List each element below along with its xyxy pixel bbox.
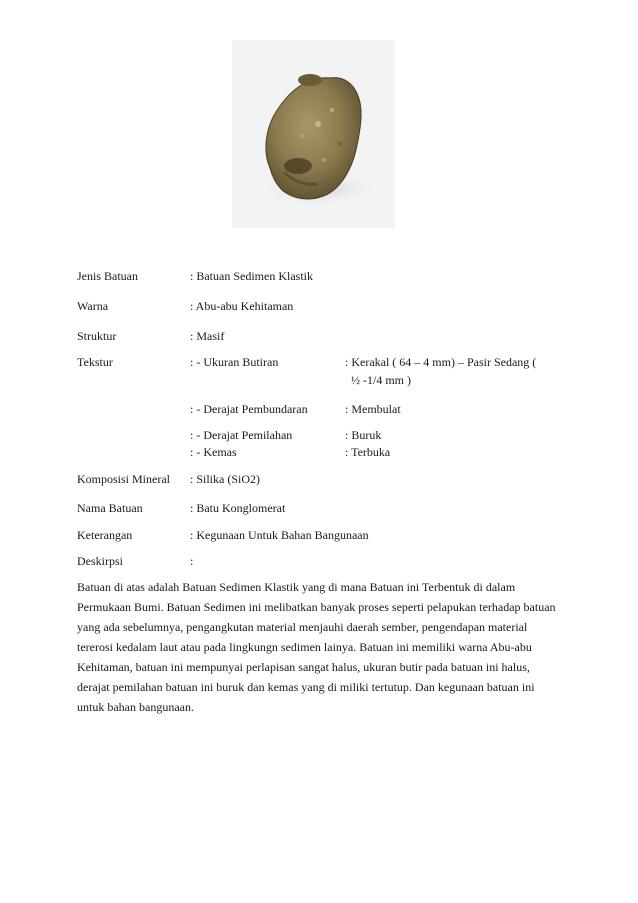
tekstur-kemas-value: : Terbuka [345, 445, 391, 459]
label-nama-batuan: Nama Batuan [77, 501, 143, 515]
value-jenis-batuan: : Batuan Sedimen Klastik [190, 269, 313, 283]
value-warna: : Abu-abu Kehitaman [190, 299, 294, 313]
value-deskripsi: : [190, 554, 194, 568]
tekstur-derajat-pembundaran-value: : Membulat [345, 402, 401, 416]
label-struktur: Struktur [77, 329, 117, 343]
label-jenis-batuan: Jenis Batuan [77, 269, 138, 283]
tekstur-kemas: : - Kemas [190, 445, 237, 459]
value-komposisi-mineral: : Silika (SiO2) [190, 472, 261, 486]
value-struktur: : Masif [190, 329, 225, 343]
tekstur-derajat-pembundaran: : - Derajat Pembundaran [190, 402, 308, 416]
tekstur-derajat-pemilahan: : - Derajat Pemilahan [190, 428, 293, 442]
tekstur-ukuran-value-line1: : Kerakal ( 64 – 4 mm) – Pasir Sedang ( [345, 355, 537, 369]
value-keterangan: : Kegunaan Untuk Bahan Bangunaan [190, 528, 369, 542]
tekstur-ukuran-value-line2: ½ -1/4 mm ) [351, 373, 411, 387]
description-paragraph: Batuan di atas adalah Batuan Sedimen Klastik yang di mana Batuan ini Terbentuk di dalam Permukaan Bumi. Batuan Sedimen ini melibatkan banyak proses seperti pelapukan terhadap batuan yang ada sebelumnya, pengangkutan material menjauhi daerah sember, pengendapan material tererosi kedalam laut atau pada lingkungn sedimen lainya. Batuan ini memiliki warna Abu-abu Kehitaman, batuan ini mempunyai perlapisan sangat halus, ukuran butir pada batuan ini halus, derajat pemilahan batuan ini buruk dan kemas yang di miliki tertutup. Dan kegunaan batuan ini untuk bahan bangunaan. [77, 580, 556, 714]
tekstur-derajat-pemilahan-value: : Buruk [345, 428, 382, 442]
label-tekstur: Tekstur [77, 355, 113, 369]
tekstur-ukuran-butiran: : - Ukuran Butiran [190, 355, 279, 369]
label-komposisi-mineral: Komposisi Mineral [77, 472, 170, 486]
label-warna: Warna [77, 299, 109, 313]
label-keterangan: Keterangan [77, 528, 133, 542]
value-nama-batuan: : Batu Konglomerat [190, 501, 286, 515]
rock-photo [232, 40, 395, 228]
label-deskripsi: Deskirpsi [77, 554, 123, 568]
